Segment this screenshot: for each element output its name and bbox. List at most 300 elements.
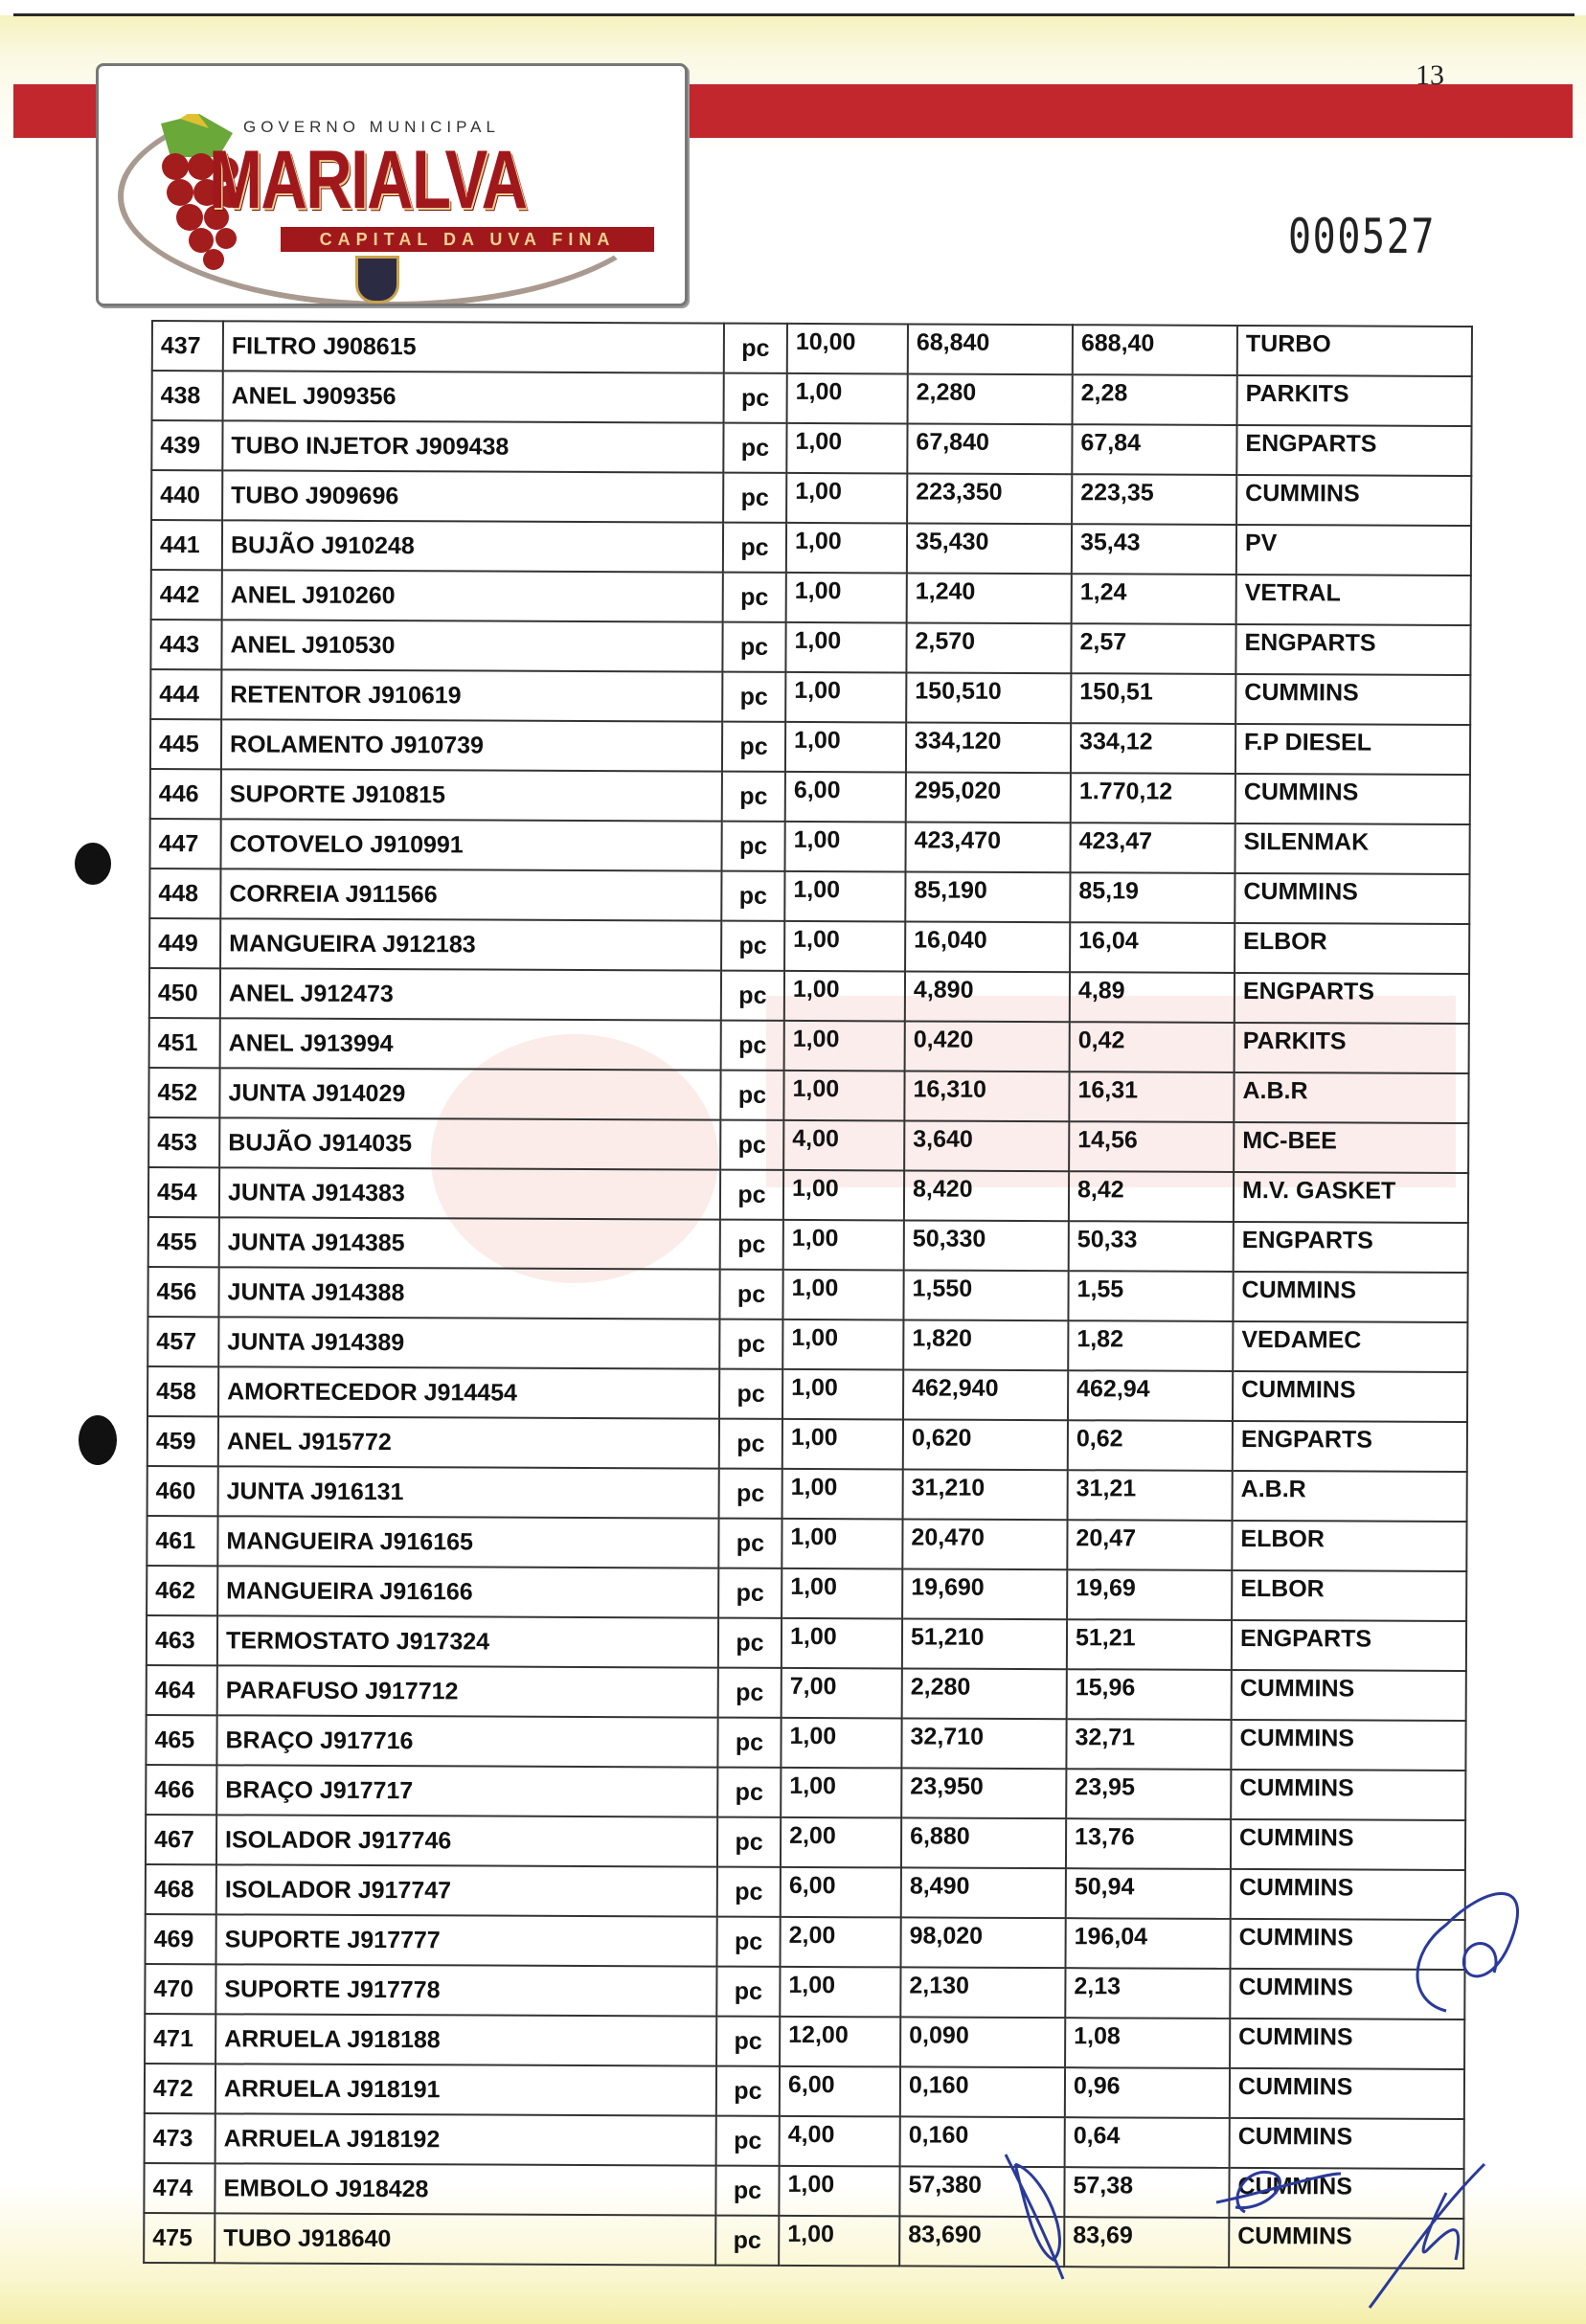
item-supplier: CUMMINS [1231,1720,1465,1771]
item-unit: pc [719,1419,782,1469]
item-quantity: 1,00 [782,1618,902,1669]
item-description: FILTRO J908615 [223,321,724,372]
logo-government-label: GOVERNO MUNICIPAL [243,118,500,136]
item-unit-price: 68,840 [908,324,1073,374]
item-total: 50,33 [1069,1221,1234,1272]
item-quantity: 4,00 [780,2116,900,2167]
item-number: 443 [150,620,221,669]
item-quantity: 1,00 [784,822,905,872]
item-description: ROLAMENTO J910739 [221,719,722,771]
item-quantity: 6,00 [785,772,906,823]
item-description: BRAÇO J917716 [216,1715,717,1767]
item-description: TUBO J918640 [215,2213,715,2265]
item-description: JUNTA J914383 [219,1167,720,1219]
item-quantity: 7,00 [782,1668,902,1719]
item-total: 23,95 [1066,1769,1231,1819]
item-description: JUNTA J914029 [219,1068,720,1119]
item-unit-price: 0,090 [900,2017,1065,2067]
table-row [152,371,1472,426]
item-unit: pc [723,523,786,573]
item-quantity: 1,00 [783,1071,904,1121]
item-description: JUNTA J914389 [218,1317,719,1368]
item-supplier: PARKITS [1235,1023,1469,1073]
item-supplier: VEDAMEC [1233,1321,1467,1372]
item-total: 32,71 [1066,1719,1231,1770]
item-number: 449 [149,918,220,968]
table-row [146,1765,1465,1820]
item-description: SUPORTE J917778 [215,1964,716,2016]
table-row [145,2014,1464,2069]
item-total: 51,21 [1067,1619,1232,1670]
item-number: 475 [144,2213,215,2263]
page-number: 13 [1416,59,1444,91]
item-total: 0,42 [1070,1022,1235,1072]
item-total: 13,76 [1066,1818,1231,1869]
item-unit-price: 295,020 [906,772,1071,823]
item-number: 442 [151,570,222,620]
table-row [149,819,1469,874]
table-row [150,769,1470,824]
item-unit: pc [716,1967,780,2017]
item-unit: pc [717,1817,781,1867]
item-number: 437 [152,321,223,371]
table-row [147,1267,1467,1322]
item-number: 465 [146,1715,216,1765]
item-unit: pc [721,871,784,921]
item-number: 458 [147,1366,218,1416]
item-quantity: 1,00 [781,1768,901,1818]
item-description: ANEL J913994 [220,1018,721,1070]
item-description: CORREIA J911566 [220,869,721,920]
item-description: JUNTA J916131 [218,1466,719,1518]
item-quantity: 1,00 [782,1519,902,1569]
table-row [148,1167,1468,1223]
table-row [147,1366,1467,1422]
item-number: 472 [145,2064,215,2113]
item-description: ANEL J909356 [223,371,724,422]
municipal-logo [96,63,688,306]
item-supplier: M.V. GASKET [1234,1172,1468,1223]
item-unit-price: 2,570 [906,622,1071,673]
item-total: 462,94 [1068,1370,1233,1421]
item-description: ANEL J910530 [221,620,722,671]
item-unit: pc [718,1519,782,1568]
item-unit: pc [718,1618,782,1668]
item-total: 0,64 [1065,2117,1230,2168]
item-quantity: 4,00 [783,1120,904,1171]
table-row [144,2213,1463,2268]
item-number: 457 [147,1317,218,1366]
item-unit: pc [717,1768,781,1817]
item-unit-price: 51,210 [902,1618,1067,1669]
item-number: 461 [147,1516,217,1566]
item-unit: pc [722,772,785,822]
item-quantity: 1,00 [785,722,906,773]
item-total: 0,96 [1065,2067,1230,2118]
item-total: 0,62 [1068,1420,1233,1471]
item-number: 474 [144,2163,215,2213]
item-total: 1,08 [1065,2018,1230,2068]
item-quantity: 10,00 [787,324,908,374]
item-supplier: ELBOR [1232,1521,1466,1571]
item-unit-price: 1,820 [903,1320,1068,1370]
item-unit-price: 31,210 [903,1469,1068,1520]
item-total: 83,69 [1064,2217,1229,2268]
item-unit-price: 150,510 [906,672,1071,723]
item-description: MANGUEIRA J916165 [217,1516,718,1568]
item-quantity: 1,00 [785,672,906,723]
item-unit-price: 0,160 [900,2066,1065,2117]
item-unit-price: 2,130 [900,1967,1065,2018]
item-quantity: 1,00 [781,1718,901,1769]
table-row [144,2163,1463,2219]
item-supplier: CUMMINS [1229,2218,1463,2268]
item-description: ANEL J910260 [222,570,723,621]
table-row [148,1117,1468,1173]
item-supplier: CUMMINS [1230,2118,1464,2169]
table-row [146,1815,1465,1870]
item-total: 4,89 [1070,972,1235,1023]
table-row [151,470,1471,526]
item-unit-price: 50,330 [904,1220,1069,1271]
item-quantity: 6,00 [781,1867,901,1918]
item-unit: pc [718,1668,782,1718]
item-unit: pc [720,1120,783,1170]
item-quantity: 1,00 [779,2216,899,2267]
item-number: 455 [148,1217,219,1267]
item-quantity: 2,00 [781,1817,901,1868]
item-unit: pc [723,473,786,523]
item-quantity: 1,00 [786,573,907,623]
item-unit: pc [717,1917,781,1967]
item-unit: pc [720,1170,783,1220]
item-description: COTOVELO J910991 [220,819,721,870]
item-unit: pc [718,1568,782,1618]
item-unit-price: 334,120 [906,722,1071,773]
item-unit-price: 223,350 [907,473,1072,524]
item-unit-price: 16,310 [904,1071,1069,1121]
item-supplier: CUMMINS [1230,2019,1464,2069]
item-unit: pc [722,622,785,672]
item-total: 334,12 [1071,723,1235,774]
item-unit: pc [720,1071,783,1120]
item-supplier: ENGPARTS [1232,1620,1466,1671]
item-number: 446 [150,769,221,819]
item-total: 688,40 [1073,325,1237,375]
item-description: BUJÃO J914035 [219,1117,720,1169]
item-supplier: TURBO [1237,326,1472,376]
item-unit: pc [716,2017,780,2066]
item-supplier: MC-BEE [1234,1122,1468,1173]
item-unit-price: 98,020 [901,1917,1066,1968]
item-unit-price: 0,420 [905,1021,1070,1072]
item-quantity: 1,00 [784,871,905,922]
item-total: 57,38 [1064,2167,1229,2218]
table-row [149,968,1469,1024]
item-quantity: 2,00 [781,1917,901,1968]
item-total: 50,94 [1066,1868,1231,1919]
item-total: 67,84 [1072,424,1236,475]
item-unit-price: 0,160 [900,2116,1065,2167]
item-quantity: 1,00 [782,1369,903,1420]
item-supplier: CUMMINS [1231,1869,1465,1920]
item-unit: pc [721,971,784,1021]
item-quantity: 1,00 [787,373,908,424]
logo-city-name: MARIALVA [209,134,527,226]
item-total: 20,47 [1067,1520,1232,1570]
item-total: 1,24 [1072,574,1236,624]
item-unit: pc [719,1320,782,1369]
item-supplier: CUMMINS [1230,2068,1464,2119]
item-description: BUJÃO J910248 [222,520,723,572]
table-row [149,869,1469,924]
item-unit-price: 23,950 [901,1768,1066,1818]
document-stamp-number: 000527 [1288,209,1437,264]
item-supplier: ENGPARTS [1233,1421,1467,1472]
item-unit: pc [721,921,784,971]
table-row [151,420,1471,476]
item-number: 447 [149,819,220,869]
item-quantity: 1,00 [780,1967,900,2018]
table-row [149,918,1469,974]
table-row [147,1516,1466,1571]
table-row [146,1914,1465,1970]
item-unit: pc [723,423,786,473]
item-supplier: SILENMAK [1235,824,1469,874]
punch-hole [79,1415,117,1465]
item-unit: pc [719,1270,782,1320]
item-quantity: 1,00 [786,423,907,474]
item-quantity: 1,00 [779,2166,899,2217]
item-supplier: ELBOR [1235,923,1469,974]
table-row [151,570,1471,625]
item-number: 440 [151,470,222,520]
item-total: 16,31 [1069,1072,1234,1122]
item-quantity: 1,00 [784,971,905,1022]
item-description: SUPORTE J917777 [216,1914,717,1966]
item-number: 456 [147,1267,218,1317]
item-total: 150,51 [1071,673,1235,724]
logo-tagline: CAPITAL DA UVA FINA [281,227,654,252]
item-supplier: CUMMINS [1231,1819,1465,1870]
item-total: 423,47 [1070,823,1235,873]
item-unit: pc [724,373,787,423]
table-row [147,1317,1467,1372]
item-quantity: 1,00 [784,1021,905,1072]
table-row [146,1715,1465,1771]
item-quantity: 1,00 [784,921,905,972]
item-unit: pc [722,722,785,772]
item-unit-price: 19,690 [902,1568,1067,1619]
item-unit: pc [721,822,784,871]
item-description: JUNTA J914385 [219,1217,720,1269]
item-supplier: ENGPARTS [1235,624,1470,675]
item-quantity: 1,00 [783,1170,904,1221]
item-unit-price: 8,420 [904,1170,1069,1221]
item-total: 85,19 [1070,872,1235,923]
table-row [145,2064,1464,2119]
item-unit-price: 462,940 [903,1369,1068,1420]
item-total: 1,55 [1068,1271,1233,1321]
table-row [147,1665,1466,1721]
item-unit-price: 8,490 [901,1867,1066,1918]
item-number: 473 [145,2113,215,2163]
scan-top-line [13,13,1575,16]
item-supplier: F.P DIESEL [1235,724,1470,775]
item-supplier: PARKITS [1237,375,1472,426]
item-unit-price: 32,710 [901,1718,1066,1769]
punch-hole [75,843,111,885]
item-unit: pc [723,573,786,622]
item-unit-price: 35,430 [907,523,1072,574]
item-quantity: 1,00 [782,1270,903,1320]
table-row [148,1068,1468,1123]
item-unit: pc [717,1867,781,1917]
item-unit-price: 3,640 [904,1120,1069,1171]
item-number: 467 [146,1815,216,1864]
item-quantity: 1,00 [786,523,907,574]
item-description: BRAÇO J917717 [216,1765,717,1816]
item-total: 2,57 [1071,623,1235,674]
item-supplier: PV [1236,525,1471,575]
item-supplier: CUMMINS [1235,774,1470,824]
item-number: 451 [149,1018,220,1068]
item-supplier: CUMMINS [1229,2168,1463,2219]
table-row [147,1466,1467,1522]
item-supplier: VETRAL [1236,575,1471,625]
item-quantity: 1,00 [782,1568,902,1619]
item-unit: pc [717,1718,781,1768]
item-description: ANEL J912473 [220,968,721,1020]
item-unit: pc [719,1469,782,1519]
item-quantity: 6,00 [780,2066,900,2117]
item-unit-price: 0,620 [903,1419,1068,1470]
item-total: 1,82 [1068,1320,1233,1371]
table-row [147,1566,1466,1621]
item-total: 14,56 [1069,1121,1234,1172]
item-unit-price: 57,380 [899,2166,1064,2217]
table-row [145,1964,1464,2019]
item-unit: pc [715,2166,779,2216]
item-quantity: 1,00 [782,1320,903,1370]
item-number: 444 [150,669,221,719]
item-supplier: ENGPARTS [1236,425,1471,476]
item-unit-price: 6,880 [901,1817,1066,1868]
item-number: 463 [147,1615,217,1665]
item-number: 462 [147,1566,217,1615]
item-total: 31,21 [1068,1470,1233,1521]
item-number: 445 [150,719,221,769]
item-unit: pc [722,672,785,722]
item-total: 223,35 [1072,474,1236,525]
item-unit: pc [720,1220,783,1270]
table-row [151,520,1471,575]
item-description: ANEL J915772 [218,1416,719,1468]
item-description: ISOLADOR J917747 [216,1864,717,1916]
item-description: ARRUELA J918191 [215,2064,716,2115]
item-number: 439 [151,420,222,470]
item-total: 15,96 [1067,1669,1232,1720]
item-description: AMORTECEDOR J914454 [218,1366,719,1418]
item-supplier: A.B.R [1234,1072,1468,1123]
item-description: JUNTA J914388 [218,1267,719,1319]
item-description: SUPORTE J910815 [221,769,722,821]
item-supplier: ELBOR [1232,1570,1466,1621]
item-number: 468 [146,1864,216,1914]
item-quantity: 12,00 [780,2017,900,2067]
item-total: 2,13 [1065,1968,1230,2019]
item-number: 466 [146,1765,216,1815]
item-number: 453 [148,1117,219,1167]
item-unit-price: 1,240 [907,573,1072,623]
table-row [150,620,1470,675]
item-number: 471 [145,2014,215,2064]
item-unit-price: 85,190 [905,871,1070,922]
item-supplier: CUMMINS [1230,1969,1464,2019]
table-row [150,719,1470,775]
item-description: TUBO J909696 [222,470,723,522]
item-description: TUBO INJETOR J909438 [222,420,723,472]
item-unit: pc [716,2116,780,2166]
item-supplier: CUMMINS [1236,475,1471,526]
item-number: 454 [148,1167,219,1217]
item-number: 459 [147,1416,218,1466]
table-row [148,1217,1468,1273]
item-supplier: CUMMINS [1230,1919,1464,1970]
table-row [145,2113,1464,2169]
table-row [146,1864,1465,1920]
item-number: 460 [147,1466,218,1516]
item-quantity: 1,00 [785,622,906,673]
item-total: 16,04 [1070,922,1235,973]
item-number: 464 [147,1665,217,1715]
item-supplier: CUMMINS [1233,1371,1467,1422]
item-quantity: 1,00 [783,1220,904,1271]
item-number: 450 [149,968,220,1018]
item-unit: pc [719,1369,782,1419]
item-supplier: CUMMINS [1232,1670,1466,1721]
table-row [147,1615,1466,1671]
item-description: ARRUELA J918188 [215,2014,716,2065]
item-description: TERMOSTATO J917324 [217,1615,718,1667]
item-unit-price: 1,550 [903,1270,1068,1320]
table-row [149,1018,1469,1073]
item-supplier: CUMMINS [1235,873,1469,924]
item-description: ISOLADOR J917746 [216,1815,717,1866]
item-unit-price: 4,890 [905,971,1070,1022]
item-description: PARAFUSO J917712 [217,1665,718,1717]
item-unit-price: 67,840 [907,423,1072,474]
item-total: 19,69 [1067,1569,1232,1620]
item-unit-price: 2,280 [902,1668,1067,1719]
item-description: MANGUEIRA J912183 [220,918,721,970]
item-number: 438 [152,371,223,420]
item-unit-price: 16,040 [905,921,1070,972]
item-total: 8,42 [1069,1171,1234,1222]
item-supplier: A.B.R [1233,1471,1467,1522]
item-unit: pc [716,2066,780,2116]
item-description: MANGUEIRA J916166 [217,1566,718,1617]
item-description: ARRUELA J918192 [215,2113,716,2165]
item-number: 441 [151,520,222,570]
item-unit: pc [724,324,787,373]
item-quantity: 1,00 [782,1419,903,1470]
item-unit-price: 20,470 [902,1519,1067,1569]
table-row [152,321,1472,376]
item-number: 470 [145,1964,215,2014]
item-supplier: ENGPARTS [1235,973,1469,1024]
item-supplier: CUMMINS [1231,1770,1465,1820]
